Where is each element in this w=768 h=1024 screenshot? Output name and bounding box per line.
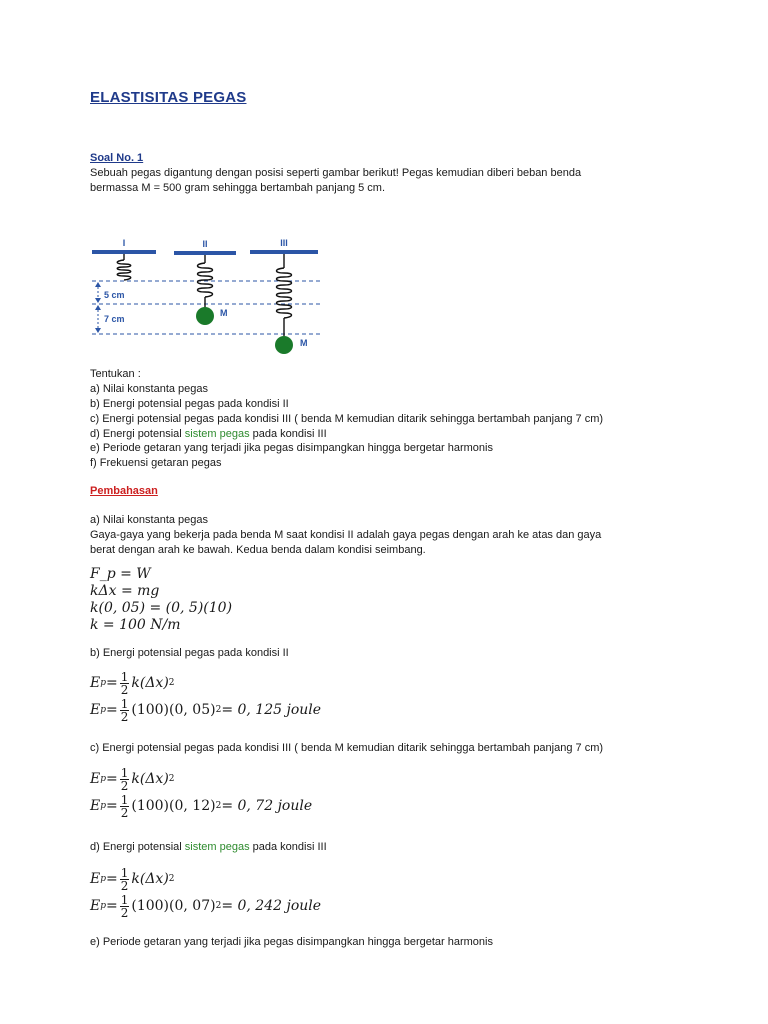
spring-iii [277,254,292,336]
equation-a-3: k(0, 05) = (0, 5)(10) [90,600,233,616]
pembahasan-d-title [90,840,327,855]
equation-a-1: F_p = W [90,566,151,582]
dim-label-5cm: 5 cm [104,290,125,300]
equation-c-2: E p = $\frac{1}{2}$ (100)(0, 12) 2 = 0, 72 joule [90,793,313,820]
equation-d-2: E p = $\frac{1}{2}$ (100)(0, 07) 2 = 0, 242 joule [90,893,322,920]
equation-c-1: E p = $\frac{1}{2}$ k(Δx) 2 [90,766,175,793]
soal-line-2: bermassa M = 500 gram sehingga bertambah panjang 5 cm. [90,182,386,194]
tentukan-item-d-prefix: d) Energi potensial [90,428,185,440]
pembahasan-d-link: sistem pegas [184,841,250,853]
equation-block-b [90,670,321,724]
mass-ii [196,307,214,325]
tentukan-item-d [90,427,327,442]
pembahasan-e-title: e) Periode getaran yang terjadi jika pegas disimpangkan hingga bergetar harmonis [90,936,493,948]
tentukan-heading: Tentukan : [90,368,141,380]
ceiling-bar-ii [174,251,236,255]
pembahasan-d-prefix: d) Energi potensial [90,841,185,853]
label-i: I [122,238,126,248]
equation-a-4: k = 100 N/m [90,617,181,633]
label-ii: II [202,239,208,249]
spring-i [117,254,131,280]
pembahasan-heading: Pembahasan [90,485,158,497]
soal-heading: Soal No. 1 [90,152,144,164]
equation-block-d [90,866,321,920]
equation-a-2: kΔx = mg [90,583,160,599]
tentukan-item-e: e) Periode getaran yang terjadi jika pegas disimpangkan hingga bergetar harmonis [90,442,493,454]
tentukan-item-a: a) Nilai konstanta pegas [90,383,209,395]
dim-label-7cm: 7 cm [104,314,125,324]
label-iii: III [280,238,288,248]
pembahasan-d-suffix: pada kondisi III [249,841,327,853]
tentukan-item-d-suffix: pada kondisi III [249,428,327,440]
tentukan-item-c: c) Energi potensial pegas pada kondisi III ( benda M kemudian ditarik sehingga bertambah panjang 7 cm) [90,413,604,425]
equation-block-c [90,766,312,820]
equation-d-1: E p = $\frac{1}{2}$ k(Δx) 2 [90,866,175,893]
pembahasan-a-line-2: berat dengan arah ke bawah. Kedua benda dalam kondisi seimbang. [90,544,426,556]
pembahasan-a-title: a) Nilai konstanta pegas [90,514,209,526]
equation-b-1: E p = $\frac{1}{2}$ k(Δx) 2 [90,670,175,697]
soal-line-1: Sebuah pegas digantung dengan posisi seperti gambar berikut! Pegas kemudian diberi beban benda [90,167,582,179]
mass-label-ii: M [220,308,228,318]
pembahasan-c-title: c) Energi potensial pegas pada kondisi III ( benda M kemudian ditarik sehingga bertambah panjang 7 cm) [90,742,604,754]
tentukan-item-d-link: sistem pegas [184,428,250,440]
spring-figure [88,236,338,358]
ceiling-bar-iii [250,250,318,254]
page-title: ELASTISITAS PEGAS [90,89,247,106]
equation-b-2: E p = $\frac{1}{2}$ (100)(0, 05) 2 = 0, 125 joule [90,697,322,724]
equation-block-a [90,566,232,634]
pembahasan-b-title: b) Energi potensial pegas pada kondisi II [90,647,289,659]
ceiling-bar-i [92,250,156,254]
tentukan-item-f: f) Frekuensi getaran pegas [90,457,222,469]
mass-label-iii: M [300,338,308,348]
tentukan-item-b: b) Energi potensial pegas pada kondisi II [90,398,289,410]
mass-iii [275,336,293,354]
pembahasan-a-line-1: Gaya-gaya yang bekerja pada benda M saat kondisi II adalah gaya pegas dengan arah ke atas dan gaya [90,529,602,541]
